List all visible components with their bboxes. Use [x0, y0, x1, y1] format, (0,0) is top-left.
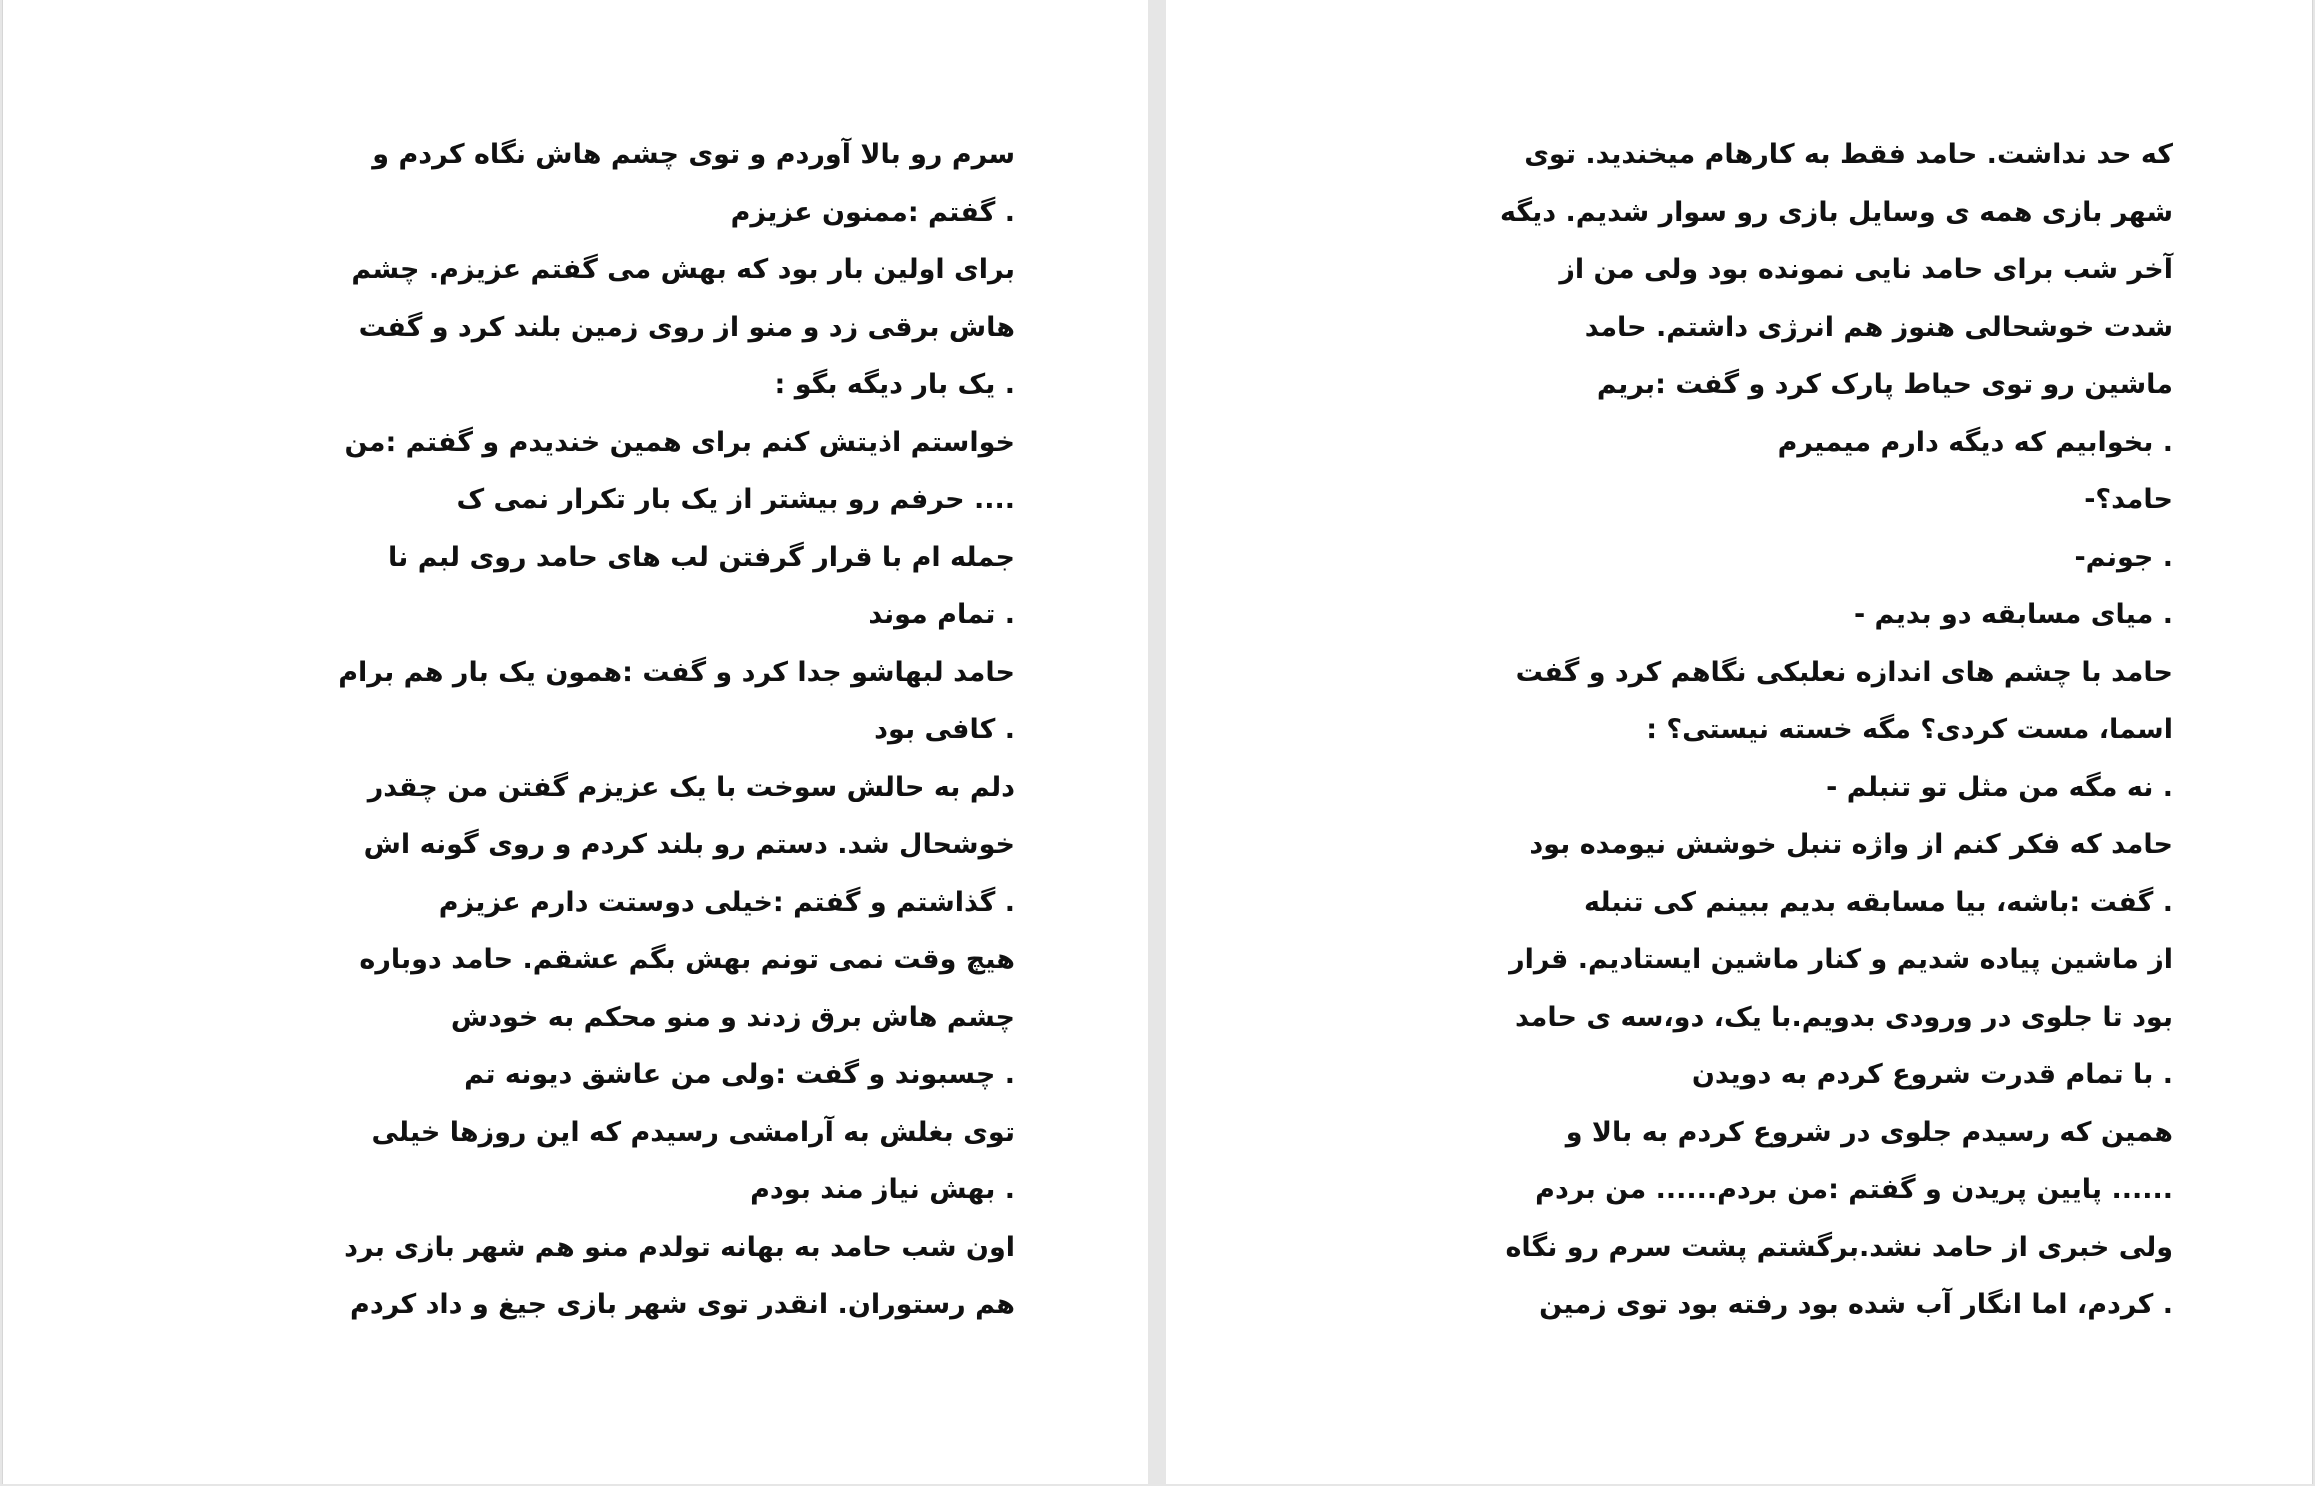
text-line: خوشحال شد. دستم رو بلند کردم و روی گونه اش [363, 829, 1015, 860]
page-right-text [1453, 126, 2173, 1334]
text-line: خواستم اذیتش کنم برای همین خندیدم و گفتم :من [344, 426, 1015, 458]
text-line: همین که رسیدم جلوی در شروع کردم به بالا و [1565, 1116, 2173, 1148]
text-line: شدت خوشحالی هنوز هم انرژی داشتم. حامد [1584, 311, 2173, 343]
text-line: حامد که فکر کنم از واژه تنبل خوشش نیومده بود [1529, 829, 2173, 860]
text-line: حامد با چشم های اندازه نعلبکی نگاهم کرد و گفت [1515, 656, 2173, 688]
text-line: توی بغلش به آرامشی رسیدم که این روزها خیلی [371, 1116, 1015, 1148]
text-line: دلم به حالش سوخت با یک عزیزم گفتن من چقدر [367, 771, 1015, 803]
text-line: . جونم- [2074, 541, 2173, 573]
text-line: آخر شب برای حامد نایی نمونده بود ولی من از [1559, 254, 2173, 285]
text-line: . تمام موند [868, 599, 1015, 630]
text-line: . میای مسابقه دو بدیم - [1853, 599, 2173, 630]
text-line: . بهش نیاز مند بودم [750, 1174, 1015, 1205]
text-line: . گذاشتم و گفتم :خیلی دوستت دارم عزیزم [438, 886, 1015, 918]
text-line: ماشین رو توی حیاط پارک کرد و گفت :بریم [1596, 369, 2173, 400]
text-line: چشم هاش برق زدند و منو محکم به خودش [450, 1001, 1015, 1033]
text-line: . یک بار دیگه بگو : [774, 369, 1015, 400]
text-line: . گفت :باشه، بیا مسابقه بدیم ببینم کی تنبله [1583, 886, 2173, 918]
text-line: سرم رو بالا آوردم و توی چشم هاش نگاه کردم و [372, 139, 1015, 170]
text-line: . چسبوند و گفت :ولی من عاشق دیونه تم [464, 1059, 1015, 1090]
text-line: بود تا جلوی در ورودی بدویم.با یک، دو،سه ی حامد [1515, 1001, 2173, 1033]
text-line: اسما، مست کردی؟ مگه خسته نیستی؟ : [1646, 714, 2173, 745]
page-left-text [295, 126, 1015, 1334]
text-line: هاش برقی زد و منو از روی زمین بلند کرد و گفت [358, 311, 1015, 343]
text-line: جمله ام با قرار گرفتن لب های حامد روی لبم نا [388, 541, 1015, 573]
text-line: . نه مگه من مثل تو تنبلم - [1826, 771, 2173, 803]
text-line: .... حرفم رو بیشتر از یک بار تکرار نمی ک [456, 484, 1015, 515]
text-line: حامد؟- [2084, 484, 2173, 515]
text-line: . کافی بود [874, 714, 1015, 745]
text-line: شهر بازی همه ی وسایل بازی رو سوار شدیم. دیگه [1500, 196, 2173, 228]
text-line: ...... پایین پریدن و گفتم :من بردم...... من بردم [1535, 1174, 2173, 1205]
page-left [2, 0, 1148, 1484]
page-right [1166, 0, 2313, 1484]
text-line: . کردم، اما انگار آب شده بود رفته بود توی زمین [1539, 1289, 2173, 1320]
text-line: ولی خبری از حامد نشد.برگشتم پشت سرم رو نگاه [1505, 1231, 2173, 1263]
text-line: از ماشین پیاده شدیم و کنار ماشین ایستادیم. قرار [1509, 944, 2173, 975]
text-line: هم رستوران. انقدر توی شهر بازی جیغ و داد کردم [350, 1289, 1015, 1320]
text-line: . گفتم :ممنون عزیزم [730, 196, 1015, 228]
text-line: اون شب حامد به بهانه تولدم منو هم شهر بازی برد [344, 1231, 1015, 1263]
text-line: هیچ وقت نمی تونم بهش بگم عشقم. حامد دوباره [359, 944, 1015, 975]
text-line: که حد نداشت. حامد فقط به کارهام میخندید. توی [1524, 139, 2173, 170]
text-line: . با تمام قدرت شروع کردم به دویدن [1691, 1059, 2173, 1090]
text-line: حامد لبهاشو جدا کرد و گفت :همون یک بار هم برام [338, 656, 1015, 688]
text-line: برای اولین بار بود که بهش می گفتم عزیزم. چشم [351, 254, 1015, 285]
text-line: . بخوابیم که دیگه دارم میمیرم [1777, 426, 2173, 458]
